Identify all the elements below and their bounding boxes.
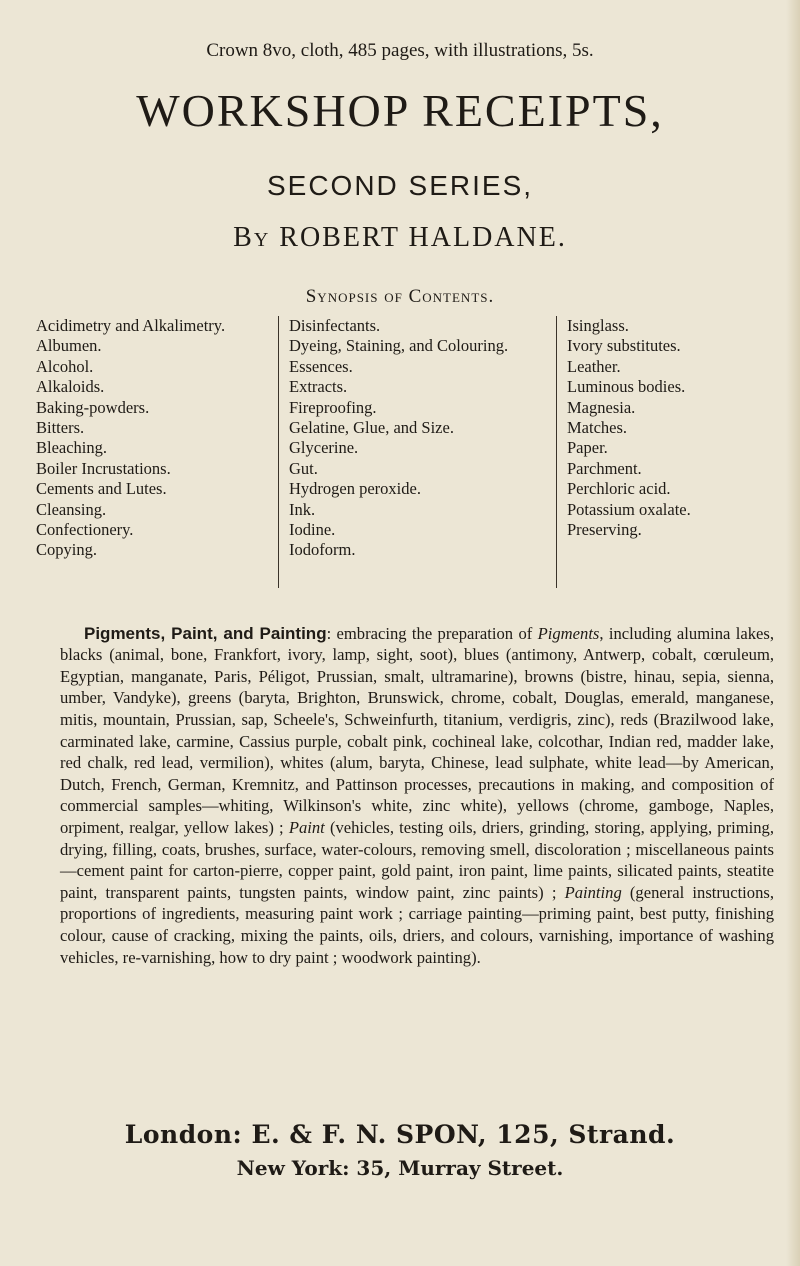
contents-item: Iodoform. <box>289 540 356 560</box>
pigments-label: Pigments <box>537 623 600 643</box>
contents-item: Leather. <box>567 356 621 376</box>
contents-item: Iodine. <box>289 520 336 540</box>
body-text: , including alumina lakes, blacks (animal, bone, Frankfort, ivory, lamp, sight, soot), blues (antimony, Antwerp, cobalt, cœruleum, Egyptian, manganate, Paris, Péligot, Prussian, smalt, ultramarine), browns (bistre, hinau, sepia, sienna, umber, Vandyke), greens (baryta, Brighton, Brunswick, chrome, cobalt, Douglas, emerald, manganese, mitis, mountain, Prussian, sap, Scheele's, Schweinfurth, titanium, verdigris, zinc), reds (Brazilwood lake, carminated lake, carmine, Cassius purple, cobalt pink, cochineal lake, colcothar, Indian red, madder lake, red chalk, red lead, vermilion), whites (alum, baryta, Chinese, lead sulphate, white lead—by American, Dutch, French, German, Kremnitz, and Pattinson processes, precautions in making, and composition of commercial samples—whiting, Wilkinson's white, zinc white), yellows (chrome, gamboge, Naples, orpiment, realgar, yellow lakes) ; <box>60 623 774 837</box>
contents-item: Preserving. <box>567 520 642 540</box>
contents-item: Gut. <box>289 458 318 478</box>
contents-item: Perchloric acid. <box>567 479 671 499</box>
author-name: ROBERT HALDANE. <box>279 222 567 253</box>
publication-details: Crown 8vo, cloth, 485 pages, with illustrations, 5s. <box>206 40 594 61</box>
contents-item: Potassium oxalate. <box>567 499 691 519</box>
publisher-new-york: New York: 35, Murray Street. <box>236 1156 564 1180</box>
contents-item: Glycerine. <box>289 438 359 458</box>
paint-label: Paint <box>288 817 325 837</box>
section-lead: Pigments, Paint, and Painting <box>84 623 327 643</box>
contents-item: Copying. <box>36 540 97 560</box>
contents-item: Bleaching. <box>36 438 108 458</box>
contents-columns <box>36 316 764 588</box>
contents-column-3 <box>556 316 775 588</box>
contents-item: Magnesia. <box>567 397 636 417</box>
contents-item: Ink. <box>289 499 316 519</box>
contents-item: Luminous bodies. <box>567 377 686 397</box>
contents-item: Essences. <box>289 356 353 376</box>
author-prefix: By <box>233 222 271 253</box>
contents-item: Acidimetry and Alkalimetry. <box>36 316 226 335</box>
contents-item: Alcohol. <box>36 356 94 376</box>
contents-item: Extracts. <box>289 377 348 397</box>
publisher-london: London: E. & F. N. SPON, 125, Strand. <box>124 1120 676 1149</box>
body-text: (vehicles, testing oils, driers, grinding, storing, applying, priming, drying, filling, coats, brushes, surface, water-colours, removing smell, discoloration ; miscellaneous paints—cement paint for carton-pierre, copper paint, gold paint, iron paint, lime paints, silicated paints, steatite paint, transparent paints, tungsten paints, window paint, zinc paints) ; <box>60 817 774 902</box>
body-text: (general instructions, proportions of ingredients, measuring paint work ; carriage painting—priming paint, best putty, finishing colour, cause of cracking, mixing the paints, oils, driers, and colours, varnishing, importance of washing vehicles, re-varnishing, how to dry paint ; woodwork painting). <box>60 882 774 967</box>
author-line <box>0 222 800 254</box>
contents-item: Parchment. <box>567 458 642 478</box>
contents-item: Dyeing, Staining, and Colouring. <box>289 336 509 356</box>
contents-item: Baking-powders. <box>36 397 150 417</box>
contents-column-1 <box>36 316 268 561</box>
contents-item: Alkaloids. <box>36 377 105 397</box>
body-text: : embracing the preparation of <box>326 623 538 643</box>
contents-item: Confectionery. <box>36 520 134 540</box>
contents-item: Ivory substitutes. <box>567 336 681 356</box>
contents-item: Gelatine, Glue, and Size. <box>289 418 454 438</box>
contents-item: Albumen. <box>36 336 102 356</box>
contents-item: Cements and Lutes. <box>36 479 167 499</box>
contents-item: Hydrogen peroxide. <box>289 479 421 499</box>
synopsis-heading: Synopsis of Contents. <box>305 286 495 307</box>
book-title: WORKSHOP RECEIPTS, <box>136 85 664 136</box>
contents-item: Fireproofing. <box>289 397 377 417</box>
pigments-description-paragraph <box>60 623 774 969</box>
contents-item: Isinglass. <box>567 316 629 335</box>
contents-item: Bitters. <box>36 418 85 438</box>
contents-item: Cleansing. <box>36 499 107 519</box>
contents-item: Paper. <box>567 438 608 458</box>
series-title: SECOND SERIES, <box>266 170 534 201</box>
painting-label: Painting <box>564 882 622 902</box>
contents-item: Disinfectants. <box>289 316 381 335</box>
contents-column-2 <box>278 316 549 588</box>
contents-item: Boiler Incrustations. <box>36 458 171 478</box>
contents-item: Matches. <box>567 418 628 438</box>
